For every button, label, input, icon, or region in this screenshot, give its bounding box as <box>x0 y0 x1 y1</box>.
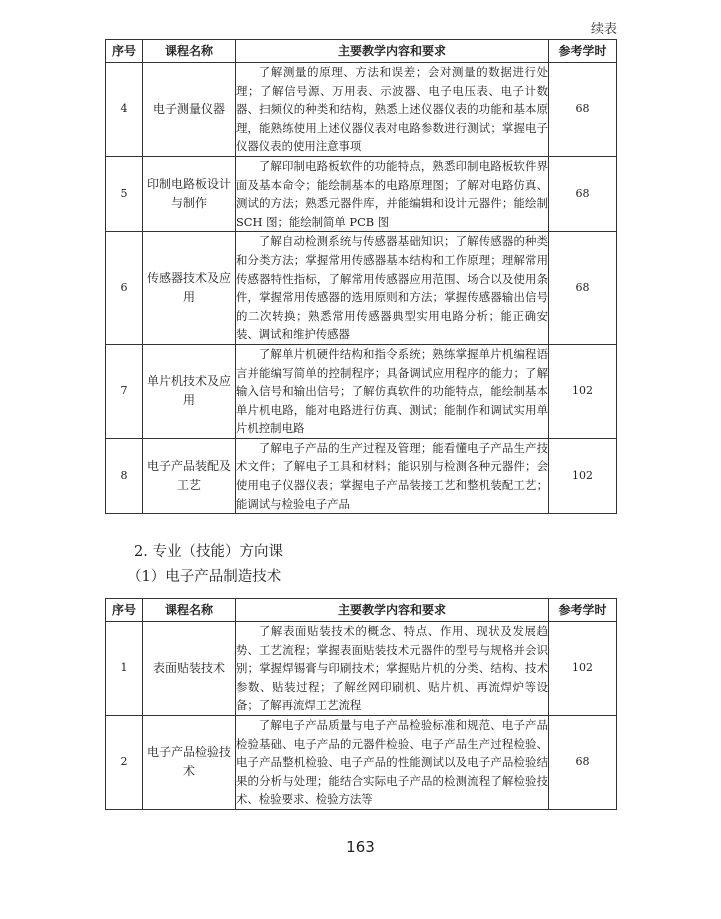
course-content: 了解单片机硬件结构和指令系统；熟练掌握单片机编程语言并能编写简单的控制程序；具备调试应用程序的能力；了解输入信号和输出信号；了解仿真软件的功能特点，能绘制基本单片机电路，能对电路进行仿真、测试；能制作和调试实用单片机控制电路 <box>236 344 549 438</box>
header-content: 主要教学内容和要求 <box>236 40 549 63</box>
continued-label: 续表 <box>590 22 617 37</box>
table-header-row <box>106 40 617 63</box>
row-number: 1 <box>106 622 143 716</box>
course-content: 了解自动检测系统与传感器基础知识；了解传感器的种类和分类方法；掌握常用传感器基本结构和工作原理；理解常用传感器特性指标，了解常用传感器应用范围、场合以及使用条件，掌握常用传感器的选用原则和方法；掌握传感器输出信号的二次转换；熟悉常用传感器典型实用电路分析；能正确安装、调试和维护传感器 <box>236 232 549 345</box>
subsection-heading: （1）电子产品制造技术 <box>127 569 282 585</box>
header-number: 序号 <box>106 40 143 63</box>
course-hours: 102 <box>549 344 617 438</box>
row-number: 7 <box>106 344 143 438</box>
course-hours: 68 <box>549 156 617 231</box>
course-name: 电子测量仪器 <box>143 63 236 157</box>
header-course-name: 课程名称 <box>143 599 236 622</box>
row-number: 4 <box>106 63 143 157</box>
row-number: 5 <box>106 156 143 231</box>
section-heading: 2. 专业（技能）方向课 <box>134 544 283 560</box>
table-row <box>106 156 617 231</box>
course-hours: 68 <box>549 63 617 157</box>
course-name: 电子产品装配及工艺 <box>143 438 236 513</box>
course-content: 了解印制电路板软件的功能特点，熟悉印制电路板软件界面及基本命令；能绘制基本的电路原理图；了解对电路仿真、测试的方法；熟悉元器件库，并能编辑和设计元器件；能绘制 SCH 图；能绘制简单 PCB 图 <box>236 156 549 231</box>
row-number: 8 <box>106 438 143 513</box>
course-content: 了解测量的原理、方法和误差；会对测量的数据进行处理；了解信号源、万用表、示波器、电子电压表、电子计数器、扫频仪的种类和结构，熟悉上述仪器仪表的功能和基本原理，能熟练使用上述仪器仪表对电路参数进行测试；掌握电子仪器仪表的使用注意事项 <box>236 63 549 157</box>
course-content: 了解表面贴装技术的概念、特点、作用、现状及发展趋势、工艺流程；掌握表面贴装技术元器件的型号与规格并会识别；掌握焊锡膏与印刷技术；掌握贴片机的分类、结构、技术参数、贴装过程；了解丝网印刷机、贴片机、再流焊炉等设备；了解再流焊工艺流程 <box>236 622 549 716</box>
course-name: 表面贴装技术 <box>143 622 236 716</box>
row-number: 2 <box>106 715 143 809</box>
course-hours: 102 <box>549 438 617 513</box>
course-hours: 68 <box>549 232 617 345</box>
table-header-row <box>106 599 617 622</box>
course-content: 了解电子产品质量与电子产品检验标准和规范、电子产品检验基础、电子产品的元器件检验、电子产品生产过程检验、电子产品整机检验、电子产品的性能测试以及电子产品检验结果的分析与处理；能结合实际电子产品的检测流程了解检验技术、检验要求、检验方法等 <box>236 715 549 809</box>
course-name: 印制电路板设计与制作 <box>143 156 236 231</box>
header-course-name: 课程名称 <box>143 40 236 63</box>
course-name: 单片机技术及应用 <box>143 344 236 438</box>
course-table-2 <box>105 598 617 810</box>
course-hours: 102 <box>549 622 617 716</box>
table-row <box>106 232 617 345</box>
header-hours: 参考学时 <box>549 599 617 622</box>
table-row <box>106 622 617 716</box>
row-number: 6 <box>106 232 143 345</box>
header-number: 序号 <box>106 599 143 622</box>
header-content: 主要教学内容和要求 <box>236 599 549 622</box>
course-name: 电子产品检验技术 <box>143 715 236 809</box>
page-number: 163 <box>346 838 375 856</box>
table-row <box>106 344 617 438</box>
header-hours: 参考学时 <box>549 40 617 63</box>
table-row <box>106 63 617 157</box>
course-table-1 <box>105 39 617 514</box>
course-content: 了解电子产品的生产过程及管理；能看懂电子产品生产技术文件；了解电子工具和材料；能识别与检测各种元器件；会使用电子仪器仪表；掌握电子产品装接工艺和整机装配工艺；能调试与检验电子产品 <box>236 438 549 513</box>
table-row <box>106 438 617 513</box>
course-hours: 68 <box>549 715 617 809</box>
table-row <box>106 715 617 809</box>
course-name: 传感器技术及应用 <box>143 232 236 345</box>
